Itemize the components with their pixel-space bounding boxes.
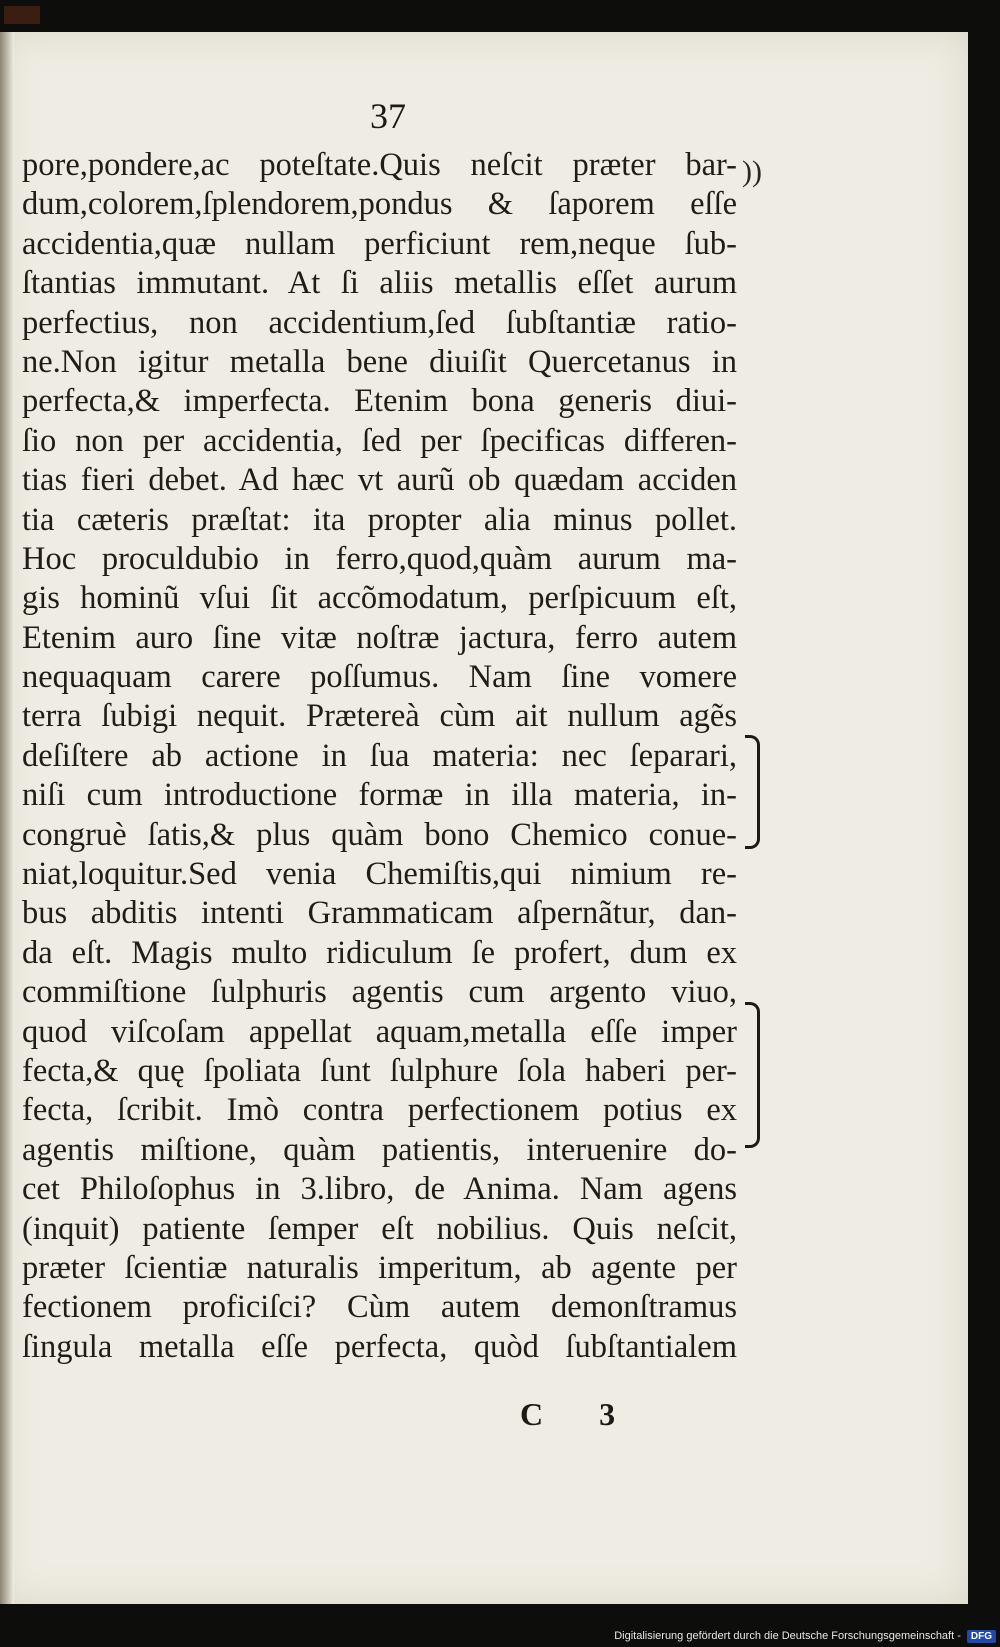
text-line: nequaquam carere poſſumus. Nam ſine vomere	[22, 659, 737, 696]
text-line: bus abditis intenti Grammaticam aſpernãtur, dan-	[22, 895, 737, 932]
text-line: ne.Non igitur metalla bene diuiſit Quercetanus in	[22, 343, 737, 380]
text-line: Hoc proculdubio in ferro,quod,quàm aurum ma-	[22, 540, 737, 577]
text-line: tias fieri debet. Ad hæc vt aurũ ob quædam acciden	[22, 462, 737, 499]
margin-annotation: ))	[742, 155, 762, 188]
text-line: cet Philoſophus in 3.libro, de Anima. Nam agens	[22, 1171, 737, 1208]
text-line: præter ſcientiæ naturalis imperitum, ab agente per	[22, 1249, 737, 1286]
text-line: Etenim auro ſine vitæ noſtræ jactura, ferro autem	[22, 619, 737, 656]
text-line: perfectius, non accidentium,ſed ſubſtantiæ ratio-	[22, 304, 737, 341]
text-line: niſi cum introductione formæ in illa materia, in-	[22, 777, 737, 814]
dfg-logo-icon: DFG	[967, 1630, 996, 1643]
text-line: (inquit) patiente ſemper eſt nobilius. Quis neſcit,	[22, 1210, 737, 1247]
signature-mark: C 3	[520, 1396, 640, 1432]
digitization-credit	[606, 1625, 1000, 1647]
page-number: 37	[370, 96, 406, 136]
text-line: gis hominũ vſui ſit accõmodatum, perſpicuum eſt,	[22, 580, 737, 617]
text-line: deſiſtere ab actione in ſua materia: nec ſeparari,	[22, 737, 737, 774]
margin-bracket	[745, 735, 760, 849]
text-line: fecta, ſcribit. Imò contra perfectionem potius ex	[22, 1092, 737, 1129]
credit-text: Digitalisierung gefördert durch die Deutsche Forschungsgemeinschaft -	[614, 1630, 961, 1642]
text-line: quod viſcoſam appellat aquam,metalla eſſe imper	[22, 1013, 737, 1050]
text-line: ſingula metalla eſſe perfecta, quòd ſubſtantialem	[22, 1328, 737, 1365]
text-line: commiſtione ſulphuris agentis cum argento viuo,	[22, 974, 737, 1011]
text-line: ſtantias immutant. At ſi aliis metallis eſſet aurum	[22, 265, 737, 302]
binding-fragment	[4, 6, 40, 24]
text-line: terra ſubigi nequit. Prætereà cùm ait nullum agẽs	[22, 698, 737, 735]
body-text	[22, 146, 737, 1367]
text-line: fecta,& quę ſpoliata ſunt ſulphure ſola haberi per-	[22, 1052, 737, 1089]
text-line: da eſt. Magis multo ridiculum ſe profert, dum ex	[22, 934, 737, 971]
text-line: ſio non per accidentia, ſed per ſpecificas differen-	[22, 422, 737, 459]
text-line: niat,loquitur.Sed venia Chemiſtis,qui nimium re-	[22, 856, 737, 893]
page-gutter-shadow	[0, 32, 14, 1604]
text-line: fectionem proficiſci? Cùm autem demonſtramus	[22, 1289, 737, 1326]
text-line: agentis miſtione, quàm patientis, interuenire do-	[22, 1131, 737, 1168]
text-line: tia cæteris præſtat: ita propter alia minus pollet.	[22, 501, 737, 538]
text-line: congruè ſatis,& plus quàm bono Chemico conue-	[22, 816, 737, 853]
text-line: accidentia,quæ nullam perficiunt rem,neque ſub-	[22, 225, 737, 262]
scan-border-top	[0, 0, 1000, 32]
text-line: perfecta,& imperfecta. Etenim bona generis diui-	[22, 383, 737, 420]
margin-bracket	[745, 1002, 760, 1148]
text-line: dum,colorem,ſplendorem,pondus & ſaporem eſſe	[22, 186, 737, 223]
text-line: pore,pondere,ac poteſtate.Quis neſcit præter bar-	[22, 147, 737, 183]
